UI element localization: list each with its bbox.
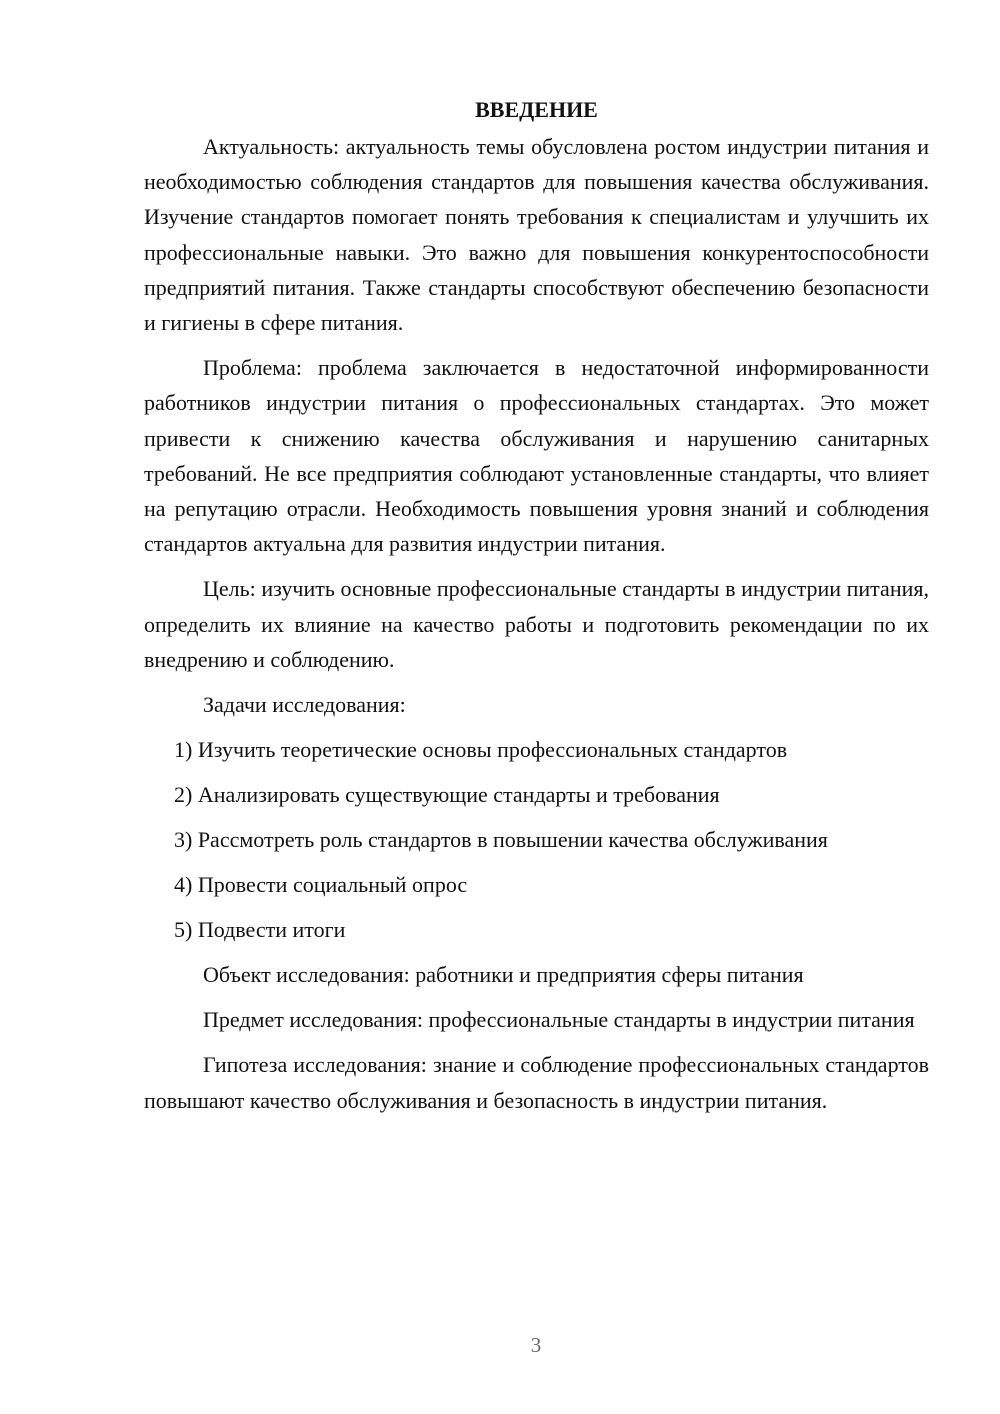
paragraph-subject: Предмет исследования: профессиональные стандарты в индустрии питания [203,1007,915,1033]
paragraph-hypothesis: Гипотеза исследования: знание и соблюдение профессиональных стандартов повышают качество обслуживания и безопасность в индустрии питания. [144,1052,929,1113]
paragraph-problem: Проблема: проблема заключается в недостаточной информированности работников индустрии питания о профессиональных стандартах. Это может привести к снижению качества обслуживания и нарушению санитарных требований. Не все предприятия соблюдают установленные стандарты, что влияет на репутацию отрасли. Необходимость повышения уровня знаний и соблюдения стандартов актуальна для развития индустрии питания. [144,355,929,557]
task-item: 1) Изучить теоретические основы профессиональных стандартов [174,737,788,763]
tasks-heading: Задачи исследования: [203,692,406,718]
page-title: ВВЕДЕНИЕ [475,97,598,122]
task-item: 5) Подвести итоги [174,917,346,943]
task-item: 4) Провести социальный опрос [174,872,468,898]
paragraph-relevance: Актуальность: актуальность темы обусловлена ростом индустрии питания и необходимостью соблюдения стандартов для повышения качества обслуживания. Изучение стандартов помогает понять требования к специалистам и улучшить их профессиональные навыки. Это важно для повышения конкурентоспособности предприятий питания. Также стандарты способствуют обеспечению безопасности и гигиены в сфере питания. [144,134,929,336]
tasks-list [144,732,929,947]
document-page [144,92,929,1128]
task-item: 2) Анализировать существующие стандарты и требования [174,782,720,808]
task-item: 3) Рассмотреть роль стандартов в повышении качества обслуживания [174,827,828,853]
paragraph-goal: Цель: изучить основные профессиональные стандарты в индустрии питания, определить их влияние на качество работы и подготовить рекомендации по их внедрению и соблюдению. [144,576,929,672]
paragraph-object: Объект исследования: работники и предприятия сферы питания [203,962,804,988]
page-number: 3 [530,1333,542,1357]
